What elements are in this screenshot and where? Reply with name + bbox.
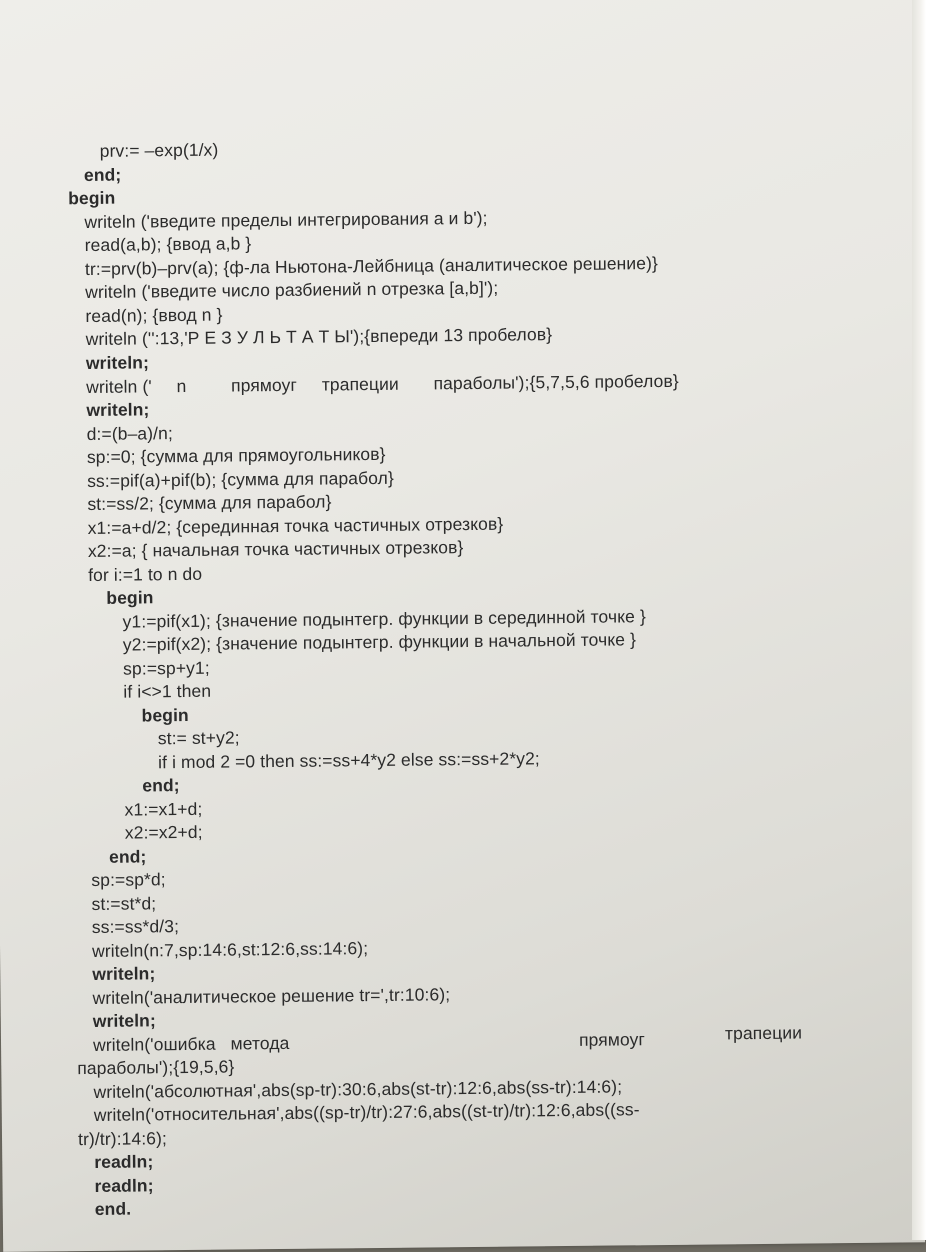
code-line: x2:=a; { начальная точка частичных отрезков}	[87, 537, 464, 562]
code-line: tr)/tr):14:6);	[77, 1128, 168, 1150]
code-line: st:=ss/2; {сумма для парабол}	[87, 491, 332, 515]
code-line: ss:=ss*d/3;	[91, 916, 180, 937]
code-line: end;	[142, 775, 180, 796]
code-line: writeln;	[92, 1010, 156, 1031]
code-line: writeln;	[85, 352, 150, 374]
code-line: end;	[83, 164, 122, 186]
code-line: begin	[68, 187, 116, 209]
code-line: readln;	[94, 1175, 154, 1196]
code-line: writeln('абсолютная',abs(sp-tr):30:6,abs(st-tr):12:6,abs(ss-tr):14:6);	[93, 1076, 623, 1102]
code-line: ss:=pif(a)+pif(b); {сумма для парабол}	[87, 467, 394, 492]
code-line: y2:=pif(x2); {значение подынтегр. функции в начальной точке }	[122, 629, 637, 655]
code-line: writeln (' n прямоуг трапеции параболы');{5,7,5,6 пробелов}	[86, 370, 679, 398]
code-line: d:=(b–a)/n;	[86, 423, 173, 445]
code-line: prv:= –exp(1/x)	[99, 139, 219, 161]
code-line: tr:=prv(b)–prv(a); {ф-ла Ньютона-Лейбница (аналитическое решение)}	[84, 253, 659, 280]
code-line: if i<>1 then	[123, 680, 212, 702]
next-page-edge	[912, 0, 926, 1240]
code-line: параболы');{19,5,6}	[77, 1056, 235, 1079]
code-line: трапеции	[724, 1022, 803, 1044]
code-line: writeln ('':13,'Р Е З У Л Ь Т А Т Ы');{впереди 13 пробелов}	[85, 324, 553, 350]
code-line: read(n); {ввод n }	[85, 304, 223, 327]
code-line: writeln('ошибка метода	[92, 1032, 290, 1055]
code-line: writeln;	[92, 963, 156, 984]
code-line: begin	[106, 587, 154, 608]
code-line: read(a,b); {ввод a,b }	[84, 233, 252, 256]
code-line: if i mod 2 =0 then ss:=ss+4*y2 else ss:=ss+2*y2;	[157, 748, 540, 773]
code-line: writeln('аналитическое решение tr=',tr:10:6);	[92, 984, 451, 1008]
code-line: writeln ('введите число разбиений n отрезка [a,b]');	[85, 277, 499, 303]
code-line: sp:=sp+y1;	[123, 657, 210, 679]
code-line: for i:=1 to n do	[88, 563, 203, 586]
code-line: sp:=0; {сумма для прямоугольников}	[86, 443, 386, 468]
code-line: readln;	[94, 1151, 154, 1172]
code-line: x2:=x2+d;	[124, 821, 203, 843]
code-line: x1:=a+d/2; {серединная точка частичных отрезков}	[87, 513, 504, 539]
code-line: st:= st+y2;	[157, 727, 240, 749]
code-line: writeln('относительная',abs((sp-tr)/tr):27:6,abs((st-tr)/tr):12:6,abs((ss-	[93, 1099, 640, 1125]
code-line: end.	[94, 1198, 132, 1219]
code-line: y1:=pif(x1); {значение подынтегр. функции в серединной точке }	[122, 606, 646, 632]
code-line: x1:=x1+d;	[124, 798, 203, 820]
code-line: begin	[141, 704, 189, 726]
code-line: прямоуг	[578, 1029, 646, 1050]
code-line: end;	[108, 846, 147, 867]
code-line: writeln ('введите пределы интегрирования a и b');	[84, 207, 488, 233]
code-line: st:=st*d;	[91, 893, 157, 914]
code-line: writeln(n:7,sp:14:6,st:12:6,ss:14:6);	[91, 938, 369, 961]
code-line: writeln;	[86, 399, 150, 421]
code-line: sp:=sp*d;	[91, 869, 166, 890]
